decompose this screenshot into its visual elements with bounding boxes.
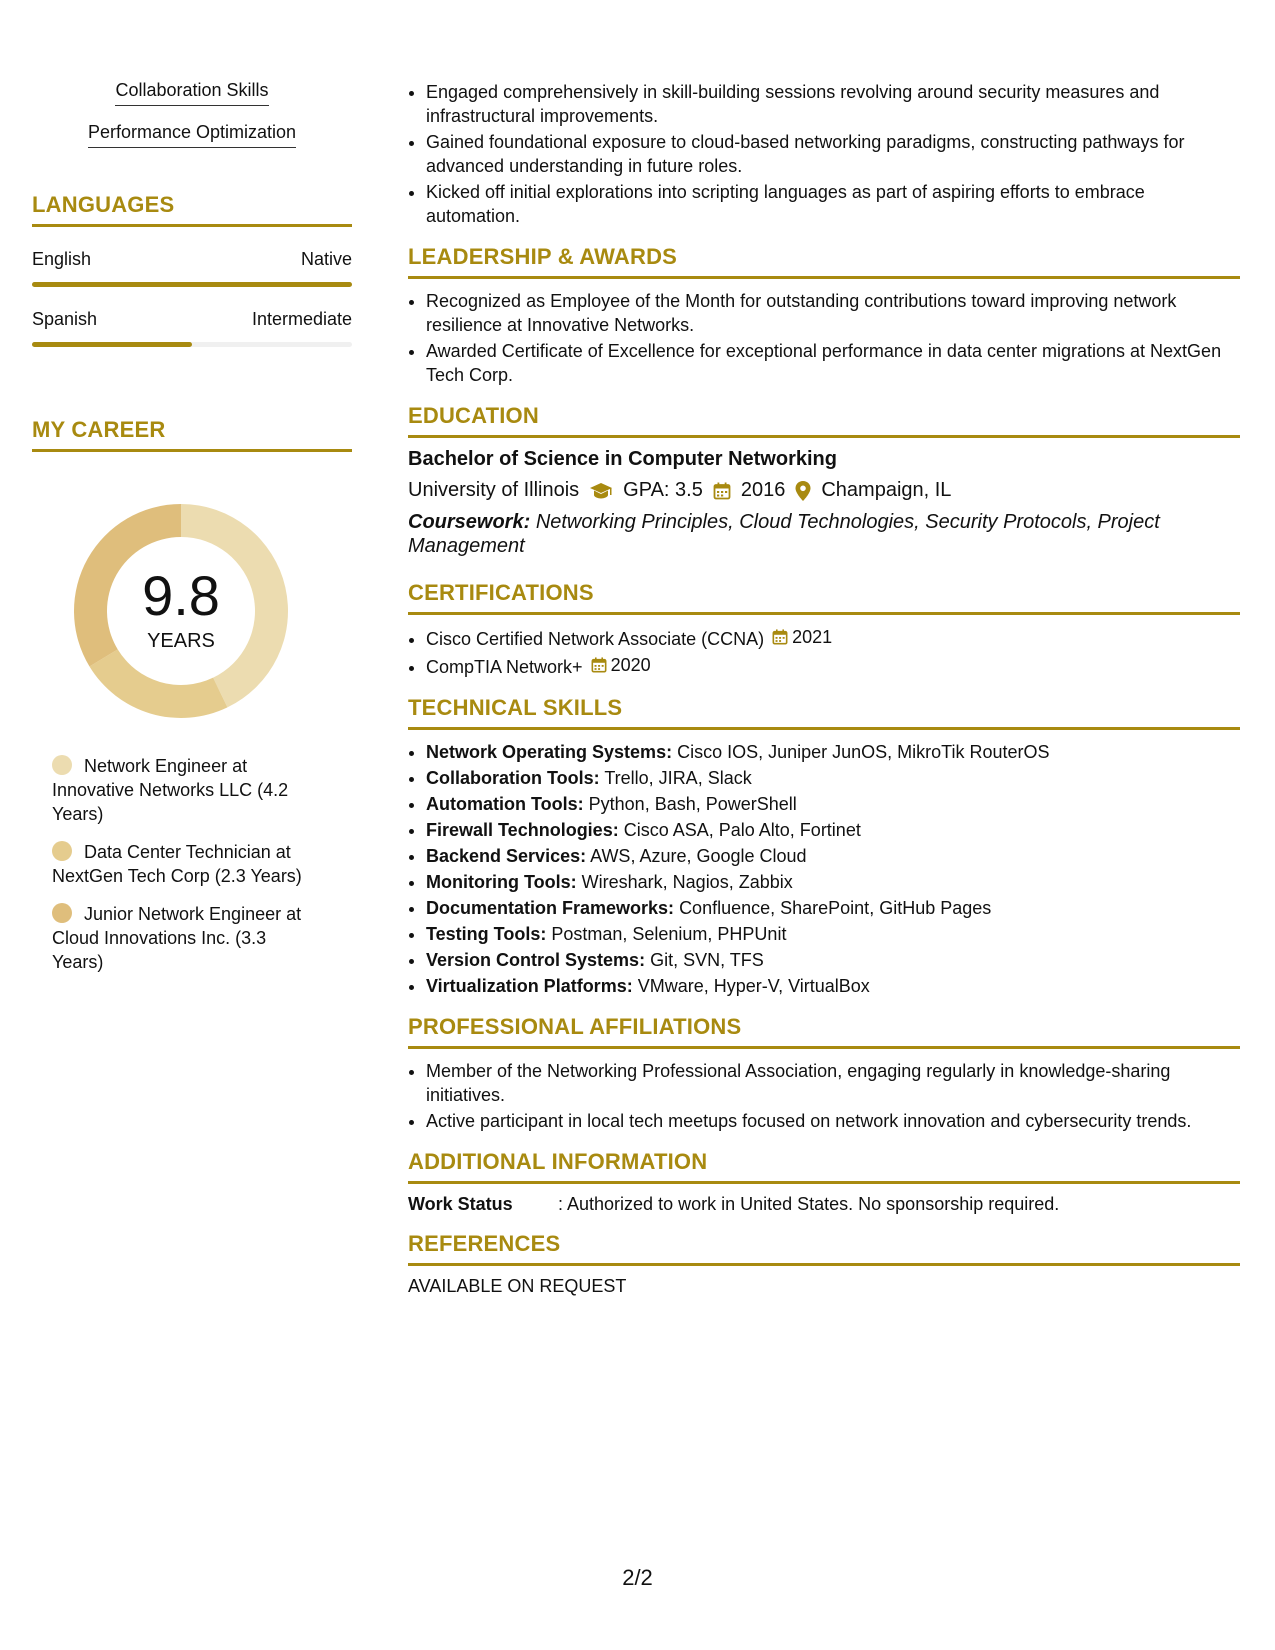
skill-value: Cisco ASA, Palo Alto, Fortinet	[623, 820, 861, 840]
career-donut	[66, 496, 296, 726]
skill-tag	[32, 80, 352, 106]
list-item	[426, 818, 1240, 842]
language-item	[32, 249, 352, 287]
education-year: 2016	[740, 479, 786, 501]
additional-info-title: ADDITIONAL INFORMATION	[408, 1149, 1240, 1184]
skill-value: VMware, Hyper-V, VirtualBox	[637, 976, 870, 996]
education-gpa: GPA: 3.5	[623, 479, 703, 501]
skill-value: AWS, Azure, Google Cloud	[590, 846, 807, 866]
skill-label: Network Operating Systems:	[426, 742, 673, 762]
career-item	[52, 902, 322, 974]
list-item	[426, 740, 1240, 764]
language-bar	[32, 342, 352, 347]
calendar-icon	[772, 629, 788, 645]
career-total: 9.8	[142, 564, 220, 627]
skill-label: Collaboration Tools:	[426, 768, 600, 788]
page-number: 2/2	[622, 1565, 653, 1590]
cert-name: CompTIA Network+	[426, 657, 583, 677]
career-item-text: Junior Network Engineer at Cloud Innovations Inc. (3.3 Years)	[52, 904, 302, 972]
education-degree: Bachelor of Science in Computer Networking	[408, 448, 837, 470]
intro-bullets	[408, 80, 1240, 228]
career-item-text: Network Engineer at Innovative Networks LLC (4.2 Years)	[52, 756, 289, 824]
technical-skills-title: TECHNICAL SKILLS	[408, 695, 1240, 730]
cert-year: 2020	[610, 655, 651, 675]
career-list	[52, 754, 322, 974]
list-item: • Recognized as Employee of the Month for outstanding contributions toward improving network resilience at Innovative Networks.	[426, 289, 1240, 337]
language-level: Native	[300, 249, 352, 269]
cert-name: Cisco Certified Network Associate (CCNA)	[426, 629, 765, 649]
skill-value: Confluence, SharePoint, GitHub Pages	[679, 898, 992, 918]
career-item	[52, 840, 322, 888]
affiliations-list	[408, 1059, 1240, 1133]
list-item: • Gained foundational exposure to cloud-based networking paradigms, constructing pathways for advanced understanding in future roles.	[426, 130, 1240, 178]
career-dot-icon	[52, 755, 72, 775]
career-item-text: Data Center Technician at NextGen Tech Corp (2.3 Years)	[52, 842, 302, 886]
references-text: AVAILABLE ON REQUEST	[408, 1276, 627, 1296]
skill-label: Documentation Frameworks:	[426, 898, 675, 918]
education-school: University of Illinois	[408, 479, 580, 501]
language-bar-fill	[32, 342, 192, 347]
education-details	[408, 479, 1240, 502]
skill-tag-label: Collaboration Skills	[115, 80, 268, 106]
list-item	[426, 896, 1240, 920]
language-bar	[32, 282, 352, 287]
skill-label: Backend Services:	[426, 846, 587, 866]
list-item	[426, 922, 1240, 946]
list-item	[426, 870, 1240, 894]
list-item: • Kicked off initial explorations into scripting languages as part of aspiring efforts to embrace automation.	[426, 180, 1240, 228]
work-status-label: Work Status	[408, 1194, 513, 1214]
language-bar-fill	[32, 282, 352, 287]
list-item: • Active participant in local tech meetups focused on network innovation and cybersecurity trends.	[426, 1109, 1240, 1133]
work-status-row	[408, 1194, 1240, 1215]
list-item	[426, 625, 1240, 651]
skill-value: Git, SVN, TFS	[650, 950, 764, 970]
career-dot-icon	[52, 903, 72, 923]
leadership-title: LEADERSHIP & AWARDS	[408, 244, 1240, 279]
location-pin-icon	[795, 481, 811, 501]
career-unit: YEARS	[147, 630, 215, 652]
references-title: REFERENCES	[408, 1231, 1240, 1266]
list-item: • Engaged comprehensively in skill-building sessions revolving around security measures and infrastructural improvements.	[426, 80, 1240, 128]
language-item	[32, 309, 352, 347]
skill-tag-label: Performance Optimization	[88, 122, 296, 148]
language-level: Intermediate	[251, 309, 352, 329]
education-title: EDUCATION	[408, 403, 1240, 438]
career-dot-icon	[52, 841, 72, 861]
skill-value: Trello, JIRA, Slack	[604, 768, 752, 788]
career-title: MY CAREER	[32, 417, 352, 452]
list-item	[426, 974, 1240, 998]
leadership-list	[408, 289, 1240, 387]
affiliations-title: PROFESSIONAL AFFILIATIONS	[408, 1014, 1240, 1049]
list-item	[426, 653, 1240, 679]
cert-year: 2021	[792, 627, 833, 647]
career-item	[52, 754, 322, 826]
coursework-label: Coursework:	[408, 511, 531, 533]
skill-value: Postman, Selenium, PHPUnit	[551, 924, 787, 944]
graduation-cap-icon	[589, 482, 613, 500]
list-item	[426, 844, 1240, 868]
calendar-icon	[713, 482, 731, 500]
calendar-icon	[591, 657, 607, 673]
right-column	[408, 80, 1240, 1297]
list-item	[426, 766, 1240, 790]
skill-label: Version Control Systems:	[426, 950, 646, 970]
skill-value: Wireshark, Nagios, Zabbix	[581, 872, 793, 892]
list-item	[426, 948, 1240, 972]
education-location: Champaign, IL	[821, 479, 952, 501]
skill-label: Monitoring Tools:	[426, 872, 577, 892]
skill-label: Firewall Technologies:	[426, 820, 619, 840]
certifications-title: CERTIFICATIONS	[408, 580, 1240, 615]
skill-tag	[32, 122, 352, 148]
language-name: English	[32, 249, 92, 269]
left-column	[32, 80, 352, 988]
technical-skills-list	[408, 740, 1240, 998]
list-item	[426, 792, 1240, 816]
list-item: • Awarded Certificate of Excellence for exceptional performance in data center migrations at NextGen Tech Corp.	[426, 339, 1240, 387]
skill-value: Cisco IOS, Juniper JunOS, MikroTik RouterOS	[677, 742, 1050, 762]
skill-label: Virtualization Platforms:	[426, 976, 633, 996]
certifications-list	[408, 625, 1240, 679]
education-coursework	[408, 510, 1240, 558]
coursework-text: Networking Principles, Cloud Technologies, Security Protocols, Project Management	[408, 511, 1160, 557]
skill-label: Automation Tools:	[426, 794, 584, 814]
language-name: Spanish	[32, 309, 98, 329]
skill-value: Python, Bash, PowerShell	[588, 794, 797, 814]
skill-label: Testing Tools:	[426, 924, 547, 944]
list-item: • Member of the Networking Professional Association, engaging regularly in knowledge-sharing initiatives.	[426, 1059, 1240, 1107]
work-status-value: : Authorized to work in United States. No sponsorship required.	[558, 1194, 1060, 1214]
languages-title: LANGUAGES	[32, 192, 352, 227]
